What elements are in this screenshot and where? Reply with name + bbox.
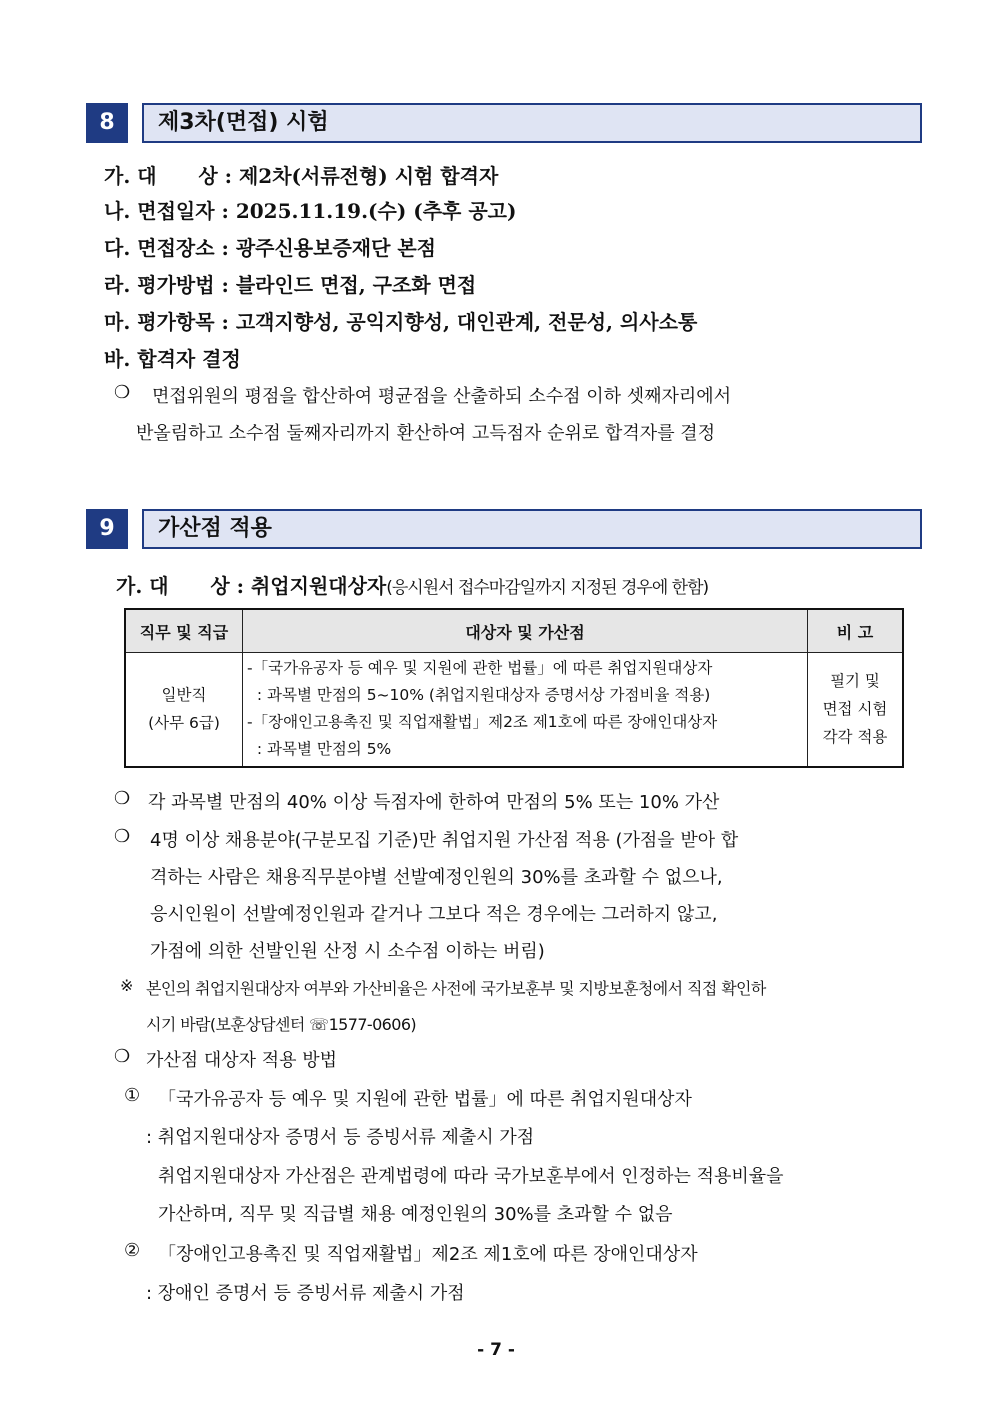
- row-label: 다. 면접장소 :: [104, 236, 229, 260]
- bullet-circle-icon: ❍: [114, 826, 131, 847]
- page-number: - 7 -: [477, 1340, 515, 1360]
- row-label: 나. 면접일자 :: [104, 199, 229, 223]
- cell-line: -「국가유공자 등 예우 및 지원에 관한 법률」에 따른 취업지원대상자: [247, 659, 713, 678]
- table-cell-position: [125, 653, 243, 767]
- table-cell-note: [808, 653, 904, 767]
- method-2-sub: : 장애인 증명서 등 증빙서류 제출시 가점: [146, 1283, 465, 1304]
- row-value: 제2차(서류전형) 시험 합격자: [238, 164, 499, 188]
- cell-line: 필기 및: [830, 672, 880, 691]
- target-note: (응시원서 접수마감일까지 지정된 경우에 한함): [386, 578, 709, 598]
- bonus-bullet-1: 각 과목별 만점의 40% 이상 득점자에 한하여 만점의 5% 또는 10% 가산: [148, 792, 720, 813]
- table-header-row: [125, 609, 903, 653]
- section-number: 8: [86, 103, 128, 143]
- pass-decision-line-1: 면접위원의 평점을 합산하여 평균점을 산출하되 소수점 이하 셋째자리에서: [152, 386, 732, 407]
- table-header: 직무 및 직급: [125, 609, 243, 653]
- row-label: 마. 평가항목 :: [104, 310, 229, 334]
- bullet-circle-icon: ❍: [114, 382, 131, 403]
- bullet-circle-icon: ❍: [114, 1046, 131, 1067]
- bonus-target-row: [116, 570, 708, 599]
- interview-date-row: [104, 195, 516, 224]
- bonus-bullet-3: 가산점 대상자 적용 방법: [146, 1050, 338, 1071]
- cell-line: -「장애인고용촉진 및 직업재활법」제2조 제1호에 따른 장애인대상자: [247, 713, 718, 732]
- bonus-bullet-2-line-1: 4명 이상 채용분야(구분모집 기준)만 취업지원 가산점 적용 (가점을 받아 합: [150, 830, 739, 851]
- row-value: 취업지원대상자: [250, 574, 387, 598]
- method-1-title: 「국가유공자 등 예우 및 지원에 관한 법률」에 따른 취업지원대상자: [158, 1089, 692, 1110]
- bonus-bullet-2-line-3: 응시인원이 선발예정인원과 같거나 그보다 적은 경우에는 그러하지 않고,: [150, 904, 718, 925]
- evaluation-method-row: [104, 269, 476, 298]
- interview-place-row: [104, 232, 436, 261]
- row-label: 라. 평가방법 :: [104, 273, 229, 297]
- row-label: 가. 대 상 :: [104, 164, 233, 188]
- method-1-desc-1: 취업지원대상자 가산점은 관계법령에 따라 국가보훈부에서 인정하는 적용비율을: [158, 1166, 784, 1187]
- section-number: 9: [86, 509, 128, 549]
- note-mark: ※: [120, 976, 134, 995]
- circled-2-icon: ②: [124, 1240, 141, 1261]
- table-header: 비 고: [808, 609, 904, 653]
- method-2-title: 「장애인고용촉진 및 직업재활법」제2조 제1호에 따른 장애인대상자: [158, 1244, 698, 1265]
- cell-line: : 과목별 만점의 5~10% (취업지원대상자 증명서상 가점비율 적용): [247, 686, 711, 705]
- note-line-1: 본인의 취업지원대상자 여부와 가산비율은 사전에 국가보훈부 및 지방보훈청에서 직접 확인하: [146, 979, 766, 998]
- cell-line: 면접 시험: [822, 700, 888, 719]
- table-header: 대상자 및 가산점: [243, 609, 808, 653]
- section-9-header: [86, 509, 908, 549]
- circled-1-icon: ①: [124, 1085, 141, 1106]
- row-value: 광주신용보증재단 본점: [235, 236, 437, 260]
- section-8-header: [86, 103, 908, 143]
- pass-decision-heading: 바. 합격자 결정: [104, 347, 241, 371]
- bonus-table: [124, 608, 904, 768]
- section-title: 제3차(면접) 시험: [142, 103, 922, 143]
- interview-target-row: [104, 160, 498, 189]
- bonus-bullet-2-line-2: 격하는 사람은 채용직무분야별 선발예정인원의 30%를 초과할 수 없으나,: [150, 867, 723, 888]
- table-row: [125, 653, 903, 767]
- method-1-desc-2: 가산하며, 직무 및 직급별 채용 예정인원의 30%를 초과할 수 없음: [158, 1204, 673, 1225]
- table-cell-target: [243, 653, 808, 767]
- cell-line: 일반직: [161, 686, 207, 705]
- section-title: 가산점 적용: [142, 509, 922, 549]
- row-value: 고객지향성, 공익지향성, 대인관계, 전문성, 의사소통: [235, 310, 698, 334]
- cell-line: : 과목별 만점의 5%: [247, 740, 392, 759]
- cell-line: 각각 적용: [822, 728, 888, 747]
- pass-decision-line-2: 반올림하고 소수점 둘째자리까지 환산하여 고득점자 순위로 합격자를 결정: [136, 423, 716, 444]
- evaluation-items-row: [104, 306, 697, 335]
- row-value: 2025.11.19.(수) (추후 공고): [235, 199, 517, 223]
- bonus-bullet-2-line-4: 가점에 의한 선발인원 산정 시 소수점 이하는 버림): [150, 941, 545, 962]
- method-1-sub: : 취업지원대상자 증명서 등 증빙서류 제출시 가점: [146, 1127, 535, 1148]
- bullet-circle-icon: ❍: [114, 788, 131, 809]
- row-value: 블라인드 면접, 구조화 면접: [235, 273, 477, 297]
- note-line-2: 시기 바람(보훈상담센터 ☏1577-0606): [146, 1015, 417, 1034]
- row-label: 가. 대 상 :: [116, 574, 245, 598]
- cell-line: (사무 6급): [148, 714, 220, 733]
